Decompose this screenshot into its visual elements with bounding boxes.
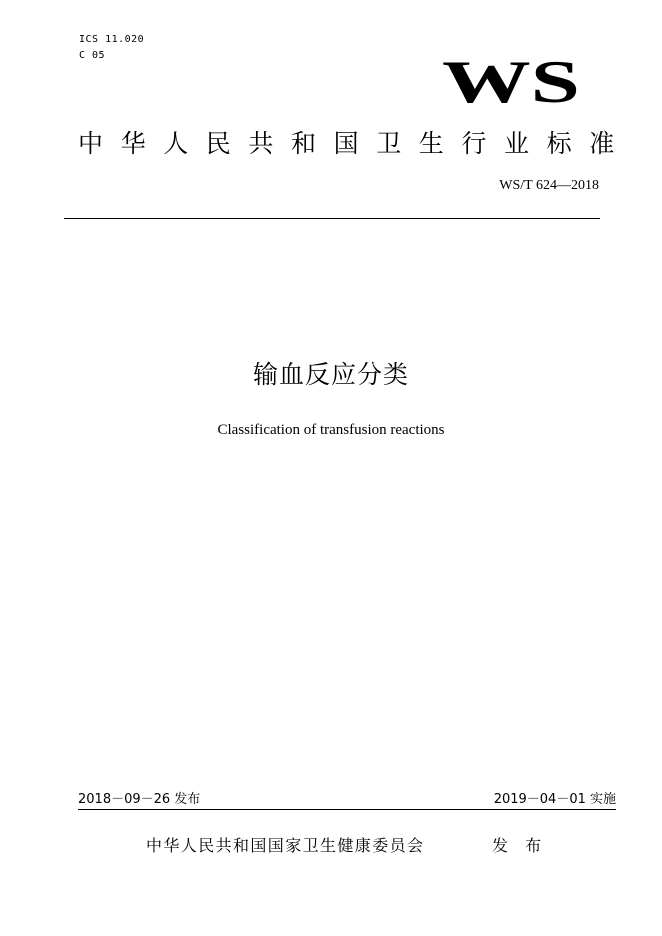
standard-number: WS/T 624—2018 xyxy=(499,178,599,193)
document-title-cn: 输血反应分类 xyxy=(252,360,409,389)
implement-date: 2019－04－01 实施 xyxy=(493,792,616,807)
document-title-en: Classification of transfusion reactions xyxy=(217,422,445,438)
ws-logo xyxy=(440,56,582,112)
issue-label: 发 布 xyxy=(492,836,548,855)
publish-date: 2018－09－26 发布 xyxy=(78,792,201,807)
ws-logo-text: WS xyxy=(442,56,580,112)
issuing-authority: 中华人民共和国国家卫生健康委员会 xyxy=(146,836,425,855)
header-divider xyxy=(64,218,600,219)
ics-code: ICS 11.020 xyxy=(79,34,145,45)
footer-divider xyxy=(78,809,616,810)
ccs-code: C 05 xyxy=(79,50,106,61)
standard-category-title: 中华人民共和国卫生行业标准 xyxy=(78,129,632,158)
